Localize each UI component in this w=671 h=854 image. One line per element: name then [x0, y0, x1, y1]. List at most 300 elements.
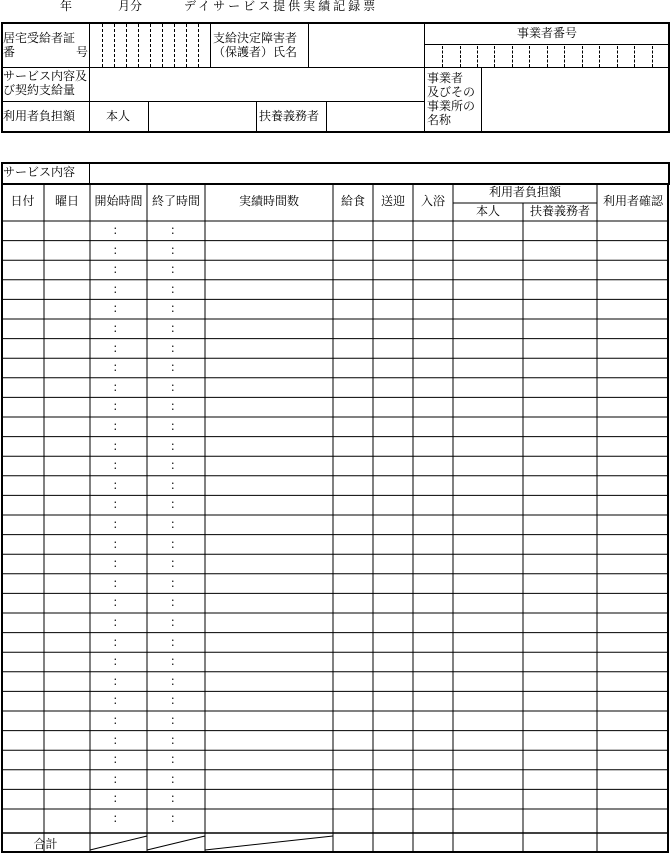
meal-cell[interactable] — [334, 810, 372, 828]
date-cell[interactable] — [2, 379, 43, 397]
transport-cell[interactable] — [374, 261, 412, 279]
actual-hours-cell[interactable] — [206, 359, 332, 377]
weekday-cell[interactable] — [45, 477, 89, 495]
burden-supporter-cell[interactable] — [524, 634, 596, 652]
confirm-cell[interactable] — [598, 555, 668, 573]
confirm-cell[interactable] — [598, 398, 668, 416]
date-cell[interactable] — [2, 751, 43, 769]
burden-supporter-cell[interactable] — [524, 516, 596, 534]
actual-hours-cell[interactable] — [206, 653, 332, 671]
weekday-cell[interactable] — [45, 555, 89, 573]
time-separator: ： — [112, 556, 125, 571]
confirm-cell[interactable] — [598, 242, 668, 260]
bath-cell[interactable] — [414, 261, 452, 279]
recipient-no-field[interactable] — [90, 23, 210, 67]
burden-self-cell[interactable] — [454, 242, 522, 260]
bath-cell[interactable] — [414, 810, 452, 828]
burden-self-cell[interactable] — [454, 732, 522, 750]
burden-self-cell[interactable] — [454, 477, 522, 495]
meal-cell[interactable] — [334, 438, 372, 456]
bath-cell[interactable] — [414, 555, 452, 573]
burden-supporter-cell[interactable] — [524, 222, 596, 240]
burden-supporter-cell[interactable] — [524, 810, 596, 828]
burden-supporter-cell[interactable] — [524, 418, 596, 436]
meal-cell[interactable] — [334, 673, 372, 691]
actual-hours-cell[interactable] — [206, 242, 332, 260]
date-cell[interactable] — [2, 261, 43, 279]
transport-cell[interactable] — [374, 477, 412, 495]
confirm-cell[interactable] — [598, 771, 668, 789]
total-bath-cell[interactable] — [414, 834, 452, 851]
bath-cell[interactable] — [414, 712, 452, 730]
actual-hours-cell[interactable] — [206, 320, 332, 338]
transport-cell[interactable] — [374, 457, 412, 475]
meal-cell[interactable] — [334, 340, 372, 358]
actual-hours-cell[interactable] — [206, 771, 332, 789]
col-meal: 給食 — [340, 194, 365, 208]
date-cell[interactable] — [2, 398, 43, 416]
bath-cell[interactable] — [414, 634, 452, 652]
weekday-cell[interactable] — [45, 575, 89, 593]
burden-supporter-cell[interactable] — [524, 340, 596, 358]
burden-supporter-cell[interactable] — [524, 438, 596, 456]
burden-supporter-cell[interactable] — [524, 771, 596, 789]
date-cell[interactable] — [2, 594, 43, 612]
meal-cell[interactable] — [334, 614, 372, 632]
transport-cell[interactable] — [374, 300, 412, 318]
confirm-cell[interactable] — [598, 712, 668, 730]
bath-cell[interactable] — [414, 398, 452, 416]
burden-self-cell[interactable] — [454, 359, 522, 377]
confirm-cell[interactable] — [598, 692, 668, 710]
bath-cell[interactable] — [414, 359, 452, 377]
date-cell[interactable] — [2, 281, 43, 299]
meal-cell[interactable] — [334, 771, 372, 789]
weekday-cell[interactable] — [45, 261, 89, 279]
date-cell[interactable] — [2, 614, 43, 632]
burden-self-cell[interactable] — [454, 300, 522, 318]
weekday-cell[interactable] — [45, 379, 89, 397]
weekday-cell[interactable] — [45, 673, 89, 691]
transport-cell[interactable] — [374, 516, 412, 534]
burden-self-cell[interactable] — [454, 320, 522, 338]
weekday-cell[interactable] — [45, 496, 89, 514]
confirm-cell[interactable] — [598, 634, 668, 652]
weekday-cell[interactable] — [45, 516, 89, 534]
meal-cell[interactable] — [334, 536, 372, 554]
weekday-cell[interactable] — [45, 771, 89, 789]
meal-cell[interactable] — [334, 477, 372, 495]
bath-cell[interactable] — [414, 790, 452, 808]
provider-name-field[interactable] — [482, 68, 669, 132]
actual-hours-cell[interactable] — [206, 594, 332, 612]
transport-cell[interactable] — [374, 614, 412, 632]
burden-self-cell[interactable] — [454, 418, 522, 436]
burden-supporter-cell[interactable] — [524, 359, 596, 377]
meal-cell[interactable] — [334, 653, 372, 671]
burden-self-cell[interactable] — [454, 340, 522, 358]
confirm-cell[interactable] — [598, 281, 668, 299]
date-cell[interactable] — [2, 516, 43, 534]
meal-cell[interactable] — [334, 222, 372, 240]
bath-cell[interactable] — [414, 732, 452, 750]
burden-self-cell[interactable] — [454, 614, 522, 632]
transport-cell[interactable] — [374, 398, 412, 416]
burden-self-cell[interactable] — [454, 653, 522, 671]
date-cell[interactable] — [2, 300, 43, 318]
meal-cell[interactable] — [334, 457, 372, 475]
burden-self-cell[interactable] — [454, 438, 522, 456]
actual-hours-cell[interactable] — [206, 810, 332, 828]
burden-supporter-cell[interactable] — [524, 379, 596, 397]
burden-self-cell[interactable] — [454, 751, 522, 769]
date-cell[interactable] — [2, 496, 43, 514]
weekday-cell[interactable] — [45, 536, 89, 554]
date-cell[interactable] — [2, 790, 43, 808]
burden-self-cell[interactable] — [454, 516, 522, 534]
meal-cell[interactable] — [334, 496, 372, 514]
bath-cell[interactable] — [414, 457, 452, 475]
actual-hours-cell[interactable] — [206, 300, 332, 318]
meal-cell[interactable] — [334, 575, 372, 593]
total-meal-cell[interactable] — [334, 834, 372, 851]
actual-hours-cell[interactable] — [206, 222, 332, 240]
actual-hours-cell[interactable] — [206, 281, 332, 299]
burden-supporter-cell[interactable] — [524, 320, 596, 338]
weekday-cell[interactable] — [45, 634, 89, 652]
burden-self-cell[interactable] — [454, 594, 522, 612]
confirm-cell[interactable] — [598, 320, 668, 338]
actual-hours-cell[interactable] — [206, 379, 332, 397]
confirm-cell[interactable] — [598, 536, 668, 554]
transport-cell[interactable] — [374, 712, 412, 730]
confirm-cell[interactable] — [598, 575, 668, 593]
confirm-cell[interactable] — [598, 516, 668, 534]
date-cell[interactable] — [2, 575, 43, 593]
meal-cell[interactable] — [334, 712, 372, 730]
bath-cell[interactable] — [414, 692, 452, 710]
burden-self-cell[interactable] — [454, 536, 522, 554]
confirm-cell[interactable] — [598, 359, 668, 377]
burden-self-cell[interactable] — [454, 575, 522, 593]
date-cell[interactable] — [2, 810, 43, 828]
actual-hours-cell[interactable] — [206, 673, 332, 691]
actual-hours-cell[interactable] — [206, 516, 332, 534]
date-cell[interactable] — [2, 222, 43, 240]
actual-hours-cell[interactable] — [206, 732, 332, 750]
bath-cell[interactable] — [414, 242, 452, 260]
meal-cell[interactable] — [334, 359, 372, 377]
bath-cell[interactable] — [414, 340, 452, 358]
transport-cell[interactable] — [374, 575, 412, 593]
burden-supporter-cell[interactable] — [524, 594, 596, 612]
burden-supporter-cell[interactable] — [524, 242, 596, 260]
date-cell[interactable] — [2, 477, 43, 495]
date-cell[interactable] — [2, 242, 43, 260]
service-content-field[interactable] — [90, 164, 668, 183]
transport-cell[interactable] — [374, 320, 412, 338]
date-cell[interactable] — [2, 457, 43, 475]
burden-supporter-cell[interactable] — [524, 536, 596, 554]
date-cell[interactable] — [2, 536, 43, 554]
guardian-name-field[interactable] — [309, 23, 424, 67]
transport-cell[interactable] — [374, 359, 412, 377]
actual-hours-cell[interactable] — [206, 457, 332, 475]
meal-cell[interactable] — [334, 732, 372, 750]
transport-cell[interactable] — [374, 418, 412, 436]
confirm-cell[interactable] — [598, 379, 668, 397]
meal-cell[interactable] — [334, 261, 372, 279]
weekday-cell[interactable] — [45, 810, 89, 828]
weekday-cell[interactable] — [45, 614, 89, 632]
confirm-cell[interactable] — [598, 810, 668, 828]
transport-cell[interactable] — [374, 692, 412, 710]
weekday-cell[interactable] — [45, 300, 89, 318]
transport-cell[interactable] — [374, 771, 412, 789]
provider-name-label-3: 事業所の — [427, 99, 476, 113]
burden-self-cell[interactable] — [454, 810, 522, 828]
bath-cell[interactable] — [414, 496, 452, 514]
meal-cell[interactable] — [334, 281, 372, 299]
meal-cell[interactable] — [334, 516, 372, 534]
actual-hours-cell[interactable] — [206, 477, 332, 495]
date-cell[interactable] — [2, 732, 43, 750]
burden-self-cell[interactable] — [454, 634, 522, 652]
actual-hours-cell[interactable] — [206, 614, 332, 632]
transport-cell[interactable] — [374, 340, 412, 358]
confirm-cell[interactable] — [598, 261, 668, 279]
confirm-cell[interactable] — [598, 594, 668, 612]
weekday-cell[interactable] — [45, 320, 89, 338]
meal-cell[interactable] — [334, 379, 372, 397]
burden-supporter-cell[interactable] — [524, 614, 596, 632]
total-transport-cell[interactable] — [374, 834, 412, 851]
bath-cell[interactable] — [414, 653, 452, 671]
burden-self-cell[interactable] — [454, 790, 522, 808]
burden-supporter-cell[interactable] — [524, 300, 596, 318]
bath-cell[interactable] — [414, 751, 452, 769]
bath-cell[interactable] — [414, 281, 452, 299]
actual-hours-cell[interactable] — [206, 634, 332, 652]
meal-cell[interactable] — [334, 594, 372, 612]
actual-hours-cell[interactable] — [206, 261, 332, 279]
confirm-cell[interactable] — [598, 732, 668, 750]
transport-cell[interactable] — [374, 634, 412, 652]
transport-cell[interactable] — [374, 555, 412, 573]
burden-self-cell[interactable] — [454, 496, 522, 514]
burden-supporter-cell[interactable] — [524, 398, 596, 416]
time-separator: ： — [112, 752, 125, 767]
actual-hours-cell[interactable] — [206, 555, 332, 573]
burden-supporter-cell[interactable] — [524, 496, 596, 514]
actual-hours-cell[interactable] — [206, 438, 332, 456]
date-cell[interactable] — [2, 320, 43, 338]
confirm-cell[interactable] — [598, 477, 668, 495]
total-confirm-cell[interactable] — [598, 834, 668, 851]
burden-supporter-cell[interactable] — [524, 790, 596, 808]
weekday-cell[interactable] — [45, 653, 89, 671]
weekday-cell[interactable] — [45, 712, 89, 730]
bath-cell[interactable] — [414, 594, 452, 612]
date-cell[interactable] — [2, 653, 43, 671]
confirm-cell[interactable] — [598, 496, 668, 514]
transport-cell[interactable] — [374, 496, 412, 514]
burden-supporter-cell[interactable] — [524, 653, 596, 671]
burden-supporter-field[interactable] — [327, 102, 424, 132]
transport-cell[interactable] — [374, 673, 412, 691]
actual-hours-cell[interactable] — [206, 575, 332, 593]
weekday-cell[interactable] — [45, 692, 89, 710]
burden-supporter-cell[interactable] — [524, 673, 596, 691]
time-separator: ： — [112, 242, 125, 257]
bath-cell[interactable] — [414, 771, 452, 789]
meal-cell[interactable] — [334, 751, 372, 769]
burden-self-cell[interactable] — [454, 692, 522, 710]
date-cell[interactable] — [2, 692, 43, 710]
confirm-cell[interactable] — [598, 222, 668, 240]
bath-cell[interactable] — [414, 320, 452, 338]
burden-supporter-cell[interactable] — [524, 261, 596, 279]
burden-self-cell[interactable] — [454, 222, 522, 240]
weekday-cell[interactable] — [45, 222, 89, 240]
meal-cell[interactable] — [334, 398, 372, 416]
bath-cell[interactable] — [414, 614, 452, 632]
burden-supporter-cell[interactable] — [524, 732, 596, 750]
burden-supporter-cell[interactable] — [524, 575, 596, 593]
bath-cell[interactable] — [414, 575, 452, 593]
transport-cell[interactable] — [374, 281, 412, 299]
transport-cell[interactable] — [374, 242, 412, 260]
confirm-cell[interactable] — [598, 653, 668, 671]
bath-cell[interactable] — [414, 477, 452, 495]
transport-cell[interactable] — [374, 379, 412, 397]
bath-cell[interactable] — [414, 222, 452, 240]
transport-cell[interactable] — [374, 438, 412, 456]
burden-supporter-cell[interactable] — [524, 692, 596, 710]
confirm-cell[interactable] — [598, 790, 668, 808]
actual-hours-cell[interactable] — [206, 496, 332, 514]
meal-cell[interactable] — [334, 418, 372, 436]
actual-hours-cell[interactable] — [206, 536, 332, 554]
burden-self-field[interactable] — [149, 102, 256, 132]
provider-no-field[interactable] — [425, 45, 669, 67]
weekday-cell[interactable] — [45, 418, 89, 436]
weekday-cell[interactable] — [45, 751, 89, 769]
total-burden-self-cell[interactable] — [454, 834, 522, 851]
date-cell[interactable] — [2, 340, 43, 358]
meal-cell[interactable] — [334, 790, 372, 808]
confirm-cell[interactable] — [598, 457, 668, 475]
transport-cell[interactable] — [374, 536, 412, 554]
weekday-cell[interactable] — [45, 359, 89, 377]
meal-cell[interactable] — [334, 555, 372, 573]
confirm-cell[interactable] — [598, 418, 668, 436]
date-cell[interactable] — [2, 418, 43, 436]
time-separator: ： — [169, 536, 182, 551]
burden-self-cell[interactable] — [454, 673, 522, 691]
burden-supporter-cell[interactable] — [524, 555, 596, 573]
confirm-cell[interactable] — [598, 673, 668, 691]
weekday-cell[interactable] — [45, 438, 89, 456]
actual-hours-cell[interactable] — [206, 712, 332, 730]
burden-supporter-cell[interactable] — [524, 477, 596, 495]
transport-cell[interactable] — [374, 790, 412, 808]
confirm-cell[interactable] — [598, 300, 668, 318]
actual-hours-cell[interactable] — [206, 340, 332, 358]
transport-cell[interactable] — [374, 732, 412, 750]
total-burden-supporter-cell[interactable] — [524, 834, 596, 851]
burden-self-cell[interactable] — [454, 398, 522, 416]
weekday-cell[interactable] — [45, 340, 89, 358]
transport-cell[interactable] — [374, 653, 412, 671]
weekday-cell[interactable] — [45, 398, 89, 416]
weekday-cell[interactable] — [45, 594, 89, 612]
date-cell[interactable] — [2, 438, 43, 456]
burden-self-cell[interactable] — [454, 457, 522, 475]
confirm-cell[interactable] — [598, 340, 668, 358]
actual-hours-cell[interactable] — [206, 751, 332, 769]
date-cell[interactable] — [2, 771, 43, 789]
burden-supporter-cell[interactable] — [524, 751, 596, 769]
burden-supporter-cell[interactable] — [524, 281, 596, 299]
confirm-cell[interactable] — [598, 751, 668, 769]
burden-self-cell[interactable] — [454, 281, 522, 299]
meal-cell[interactable] — [334, 634, 372, 652]
burden-supporter-cell[interactable] — [524, 712, 596, 730]
bath-cell[interactable] — [414, 300, 452, 318]
meal-cell[interactable] — [334, 242, 372, 260]
transport-cell[interactable] — [374, 222, 412, 240]
date-cell[interactable] — [2, 712, 43, 730]
weekday-cell[interactable] — [45, 732, 89, 750]
weekday-cell[interactable] — [45, 242, 89, 260]
burden-self-cell[interactable] — [454, 261, 522, 279]
weekday-cell[interactable] — [45, 790, 89, 808]
actual-hours-cell[interactable] — [206, 418, 332, 436]
meal-cell[interactable] — [334, 320, 372, 338]
date-cell[interactable] — [2, 634, 43, 652]
bath-cell[interactable] — [414, 516, 452, 534]
burden-self-cell[interactable] — [454, 771, 522, 789]
burden-self-cell[interactable] — [454, 555, 522, 573]
date-cell[interactable] — [2, 555, 43, 573]
date-cell[interactable] — [2, 673, 43, 691]
bath-cell[interactable] — [414, 418, 452, 436]
bath-cell[interactable] — [414, 673, 452, 691]
weekday-cell[interactable] — [45, 281, 89, 299]
time-separator: ： — [112, 458, 125, 473]
bath-cell[interactable] — [414, 438, 452, 456]
burden-self-cell[interactable] — [454, 712, 522, 730]
transport-cell[interactable] — [374, 751, 412, 769]
actual-hours-cell[interactable] — [206, 790, 332, 808]
meal-cell[interactable] — [334, 692, 372, 710]
confirm-cell[interactable] — [598, 614, 668, 632]
weekday-cell[interactable] — [45, 457, 89, 475]
actual-hours-cell[interactable] — [206, 398, 332, 416]
service-contract-field[interactable] — [90, 68, 424, 101]
confirm-cell[interactable] — [598, 438, 668, 456]
burden-self-cell[interactable] — [454, 379, 522, 397]
burden-supporter-cell[interactable] — [524, 457, 596, 475]
bath-cell[interactable] — [414, 379, 452, 397]
bath-cell[interactable] — [414, 536, 452, 554]
meal-cell[interactable] — [334, 300, 372, 318]
actual-hours-cell[interactable] — [206, 692, 332, 710]
transport-cell[interactable] — [374, 594, 412, 612]
transport-cell[interactable] — [374, 810, 412, 828]
date-cell[interactable] — [2, 359, 43, 377]
